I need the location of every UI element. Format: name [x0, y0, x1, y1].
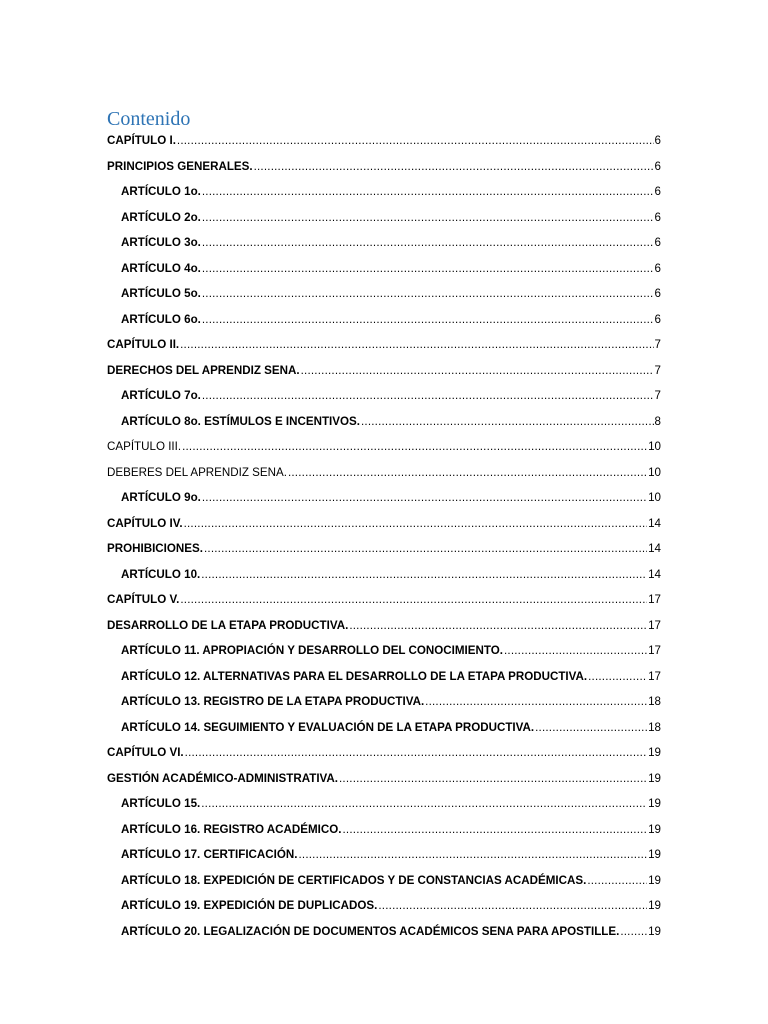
toc-dot-leader — [425, 692, 647, 712]
toc-page-number: 6 — [654, 210, 661, 224]
toc-entry-article[interactable] — [107, 182, 661, 208]
toc-dot-leader — [202, 284, 654, 304]
toc-page-number: 14 — [648, 542, 661, 555]
toc-page-number: 19 — [648, 771, 661, 785]
toc-entry-chapter[interactable] — [107, 539, 661, 565]
toc-entry-title: ARTÍCULO 14. SEGUIMIENTO Y EVALUACIÓN DE LA ETAPA PRODUCTIVA. — [121, 720, 535, 734]
toc-entry-article[interactable] — [107, 386, 661, 412]
toc-page-number: 17 — [648, 644, 661, 657]
toc-entry-title: CAPÍTULO V. — [107, 593, 180, 606]
toc-entry-title: PRINCIPIOS GENERALES. — [107, 159, 253, 173]
toc-entry-article[interactable] — [107, 820, 661, 846]
toc-dot-leader — [180, 590, 647, 610]
toc-entry-article[interactable] — [107, 871, 661, 897]
toc-entry-title: ARTÍCULO 18. EXPEDICIÓN DE CERTIFICADOS Y DE CONSTANCIAS ACADÉMICAS. — [121, 873, 587, 887]
toc-entry-chapter[interactable] — [107, 743, 661, 769]
toc-page-number: 17 — [648, 669, 661, 683]
toc-page-number: 6 — [654, 185, 661, 198]
toc-page-number: 7 — [654, 389, 661, 402]
toc-page-number: 19 — [648, 797, 661, 810]
toc-page-number: 6 — [654, 134, 661, 147]
toc-page-number: 10 — [648, 440, 661, 453]
toc-entry-title: ARTÍCULO 13. REGISTRO DE LA ETAPA PRODUCTIVA. — [121, 695, 425, 708]
toc-entry-article[interactable] — [107, 488, 661, 514]
toc-entry-title: ARTÍCULO 19. EXPEDICIÓN DE DUPLICADOS. — [121, 899, 378, 912]
toc-entry-article[interactable] — [107, 310, 661, 336]
toc-dot-leader — [254, 157, 654, 177]
toc-entry-chapter[interactable] — [107, 616, 661, 642]
toc-entry-article[interactable] — [107, 794, 661, 820]
toc-dot-leader — [202, 386, 654, 406]
toc-entry-title: CAPÍTULO III. — [107, 440, 182, 453]
toc-entry-title: ARTÍCULO 7o. — [121, 389, 201, 402]
toc-entry-title: ARTÍCULO 16. REGISTRO ACADÉMICO. — [121, 822, 342, 836]
toc-dot-leader — [201, 794, 647, 814]
toc-entry-title: ARTÍCULO 5o. — [121, 287, 201, 300]
toc-entry-article[interactable] — [107, 259, 661, 285]
toc-page-number: 6 — [654, 236, 661, 249]
toc-dot-leader — [182, 437, 647, 457]
toc-entry-article[interactable] — [107, 208, 661, 234]
toc-entry-title: ARTÍCULO 12. ALTERNATIVAS PARA EL DESARROLLO DE LA ETAPA PRODUCTIVA. — [121, 669, 588, 683]
toc-dot-leader — [204, 539, 647, 559]
toc-dot-leader — [180, 335, 653, 355]
toc-entry-title: DERECHOS DEL APRENDIZ SENA. — [107, 363, 300, 377]
toc-dot-leader — [343, 820, 648, 840]
toc-entry-title: ARTÍCULO 1o. — [121, 185, 201, 198]
toc-dot-leader — [202, 208, 654, 228]
toc-dot-leader — [184, 514, 648, 534]
toc-page-number: 19 — [648, 873, 661, 887]
toc-page-number: 17 — [648, 618, 661, 632]
toc-entry-title: ARTÍCULO 2o. — [121, 210, 201, 224]
toc-dot-leader — [202, 182, 654, 202]
toc-dot-leader — [588, 667, 647, 687]
toc-entry-title: PROHIBICIONES. — [107, 542, 203, 555]
toc-page-number: 19 — [648, 899, 661, 912]
toc-entry-title: CAPÍTULO I. — [107, 134, 176, 147]
toc-entry-article[interactable] — [107, 922, 661, 948]
toc-entry-title: ARTÍCULO 11. APROPIACIÓN Y DESARROLLO DEL CONOCIMIENTO. — [121, 644, 503, 657]
toc-dot-leader — [201, 565, 647, 585]
toc-entry-article[interactable] — [107, 565, 661, 591]
toc-entry-chapter[interactable] — [107, 590, 661, 616]
toc-entry-article[interactable] — [107, 641, 661, 667]
toc-entry-chapter[interactable] — [107, 463, 661, 489]
toc-entry-title: ARTÍCULO 3o. — [121, 236, 201, 249]
toc-dot-leader — [535, 718, 647, 738]
toc-entry-title: ARTÍCULO 17. CERTIFICACIÓN. — [121, 848, 298, 861]
toc-dot-leader — [378, 896, 647, 916]
toc-entry-chapter[interactable] — [107, 437, 661, 463]
toc-page-number: 6 — [654, 312, 661, 326]
toc-dot-leader — [177, 131, 654, 151]
toc-page-number: 8 — [654, 414, 661, 428]
toc-entry-chapter[interactable] — [107, 131, 661, 157]
toc-entry-article[interactable] — [107, 667, 661, 693]
toc-page-number: 19 — [648, 822, 661, 836]
toc-page-number: 19 — [648, 924, 661, 938]
toc-entry-title: GESTIÓN ACADÉMICO-ADMINISTRATIVA. — [107, 771, 339, 785]
toc-page-number: 19 — [648, 746, 661, 759]
toc-dot-leader — [202, 233, 654, 253]
toc-entry-title: CAPÍTULO IV. — [107, 516, 183, 530]
toc-entry-chapter[interactable] — [107, 335, 661, 361]
toc-page-number: 14 — [648, 516, 661, 530]
toc-dot-leader — [361, 412, 654, 432]
toc-entry-article[interactable] — [107, 845, 661, 871]
toc-page-number: 7 — [654, 363, 661, 377]
toc-entry-chapter[interactable] — [107, 769, 661, 795]
toc-entry-chapter[interactable] — [107, 157, 661, 183]
toc-page-number: 10 — [648, 491, 661, 504]
toc-page-number: 6 — [654, 159, 661, 173]
toc-entry-title: DESARROLLO DE LA ETAPA PRODUCTIVA. — [107, 618, 349, 632]
toc-page-number: 19 — [648, 848, 661, 861]
toc-entry-article[interactable] — [107, 233, 661, 259]
toc-page-number: 6 — [654, 287, 661, 300]
toc-dot-leader — [301, 361, 654, 381]
toc-entry-title: ARTÍCULO 15. — [121, 797, 201, 810]
toc-page-number: 7 — [654, 338, 661, 351]
toc-dot-leader — [587, 871, 647, 891]
toc-dot-leader — [202, 310, 654, 330]
toc-entry-title: ARTÍCULO 10. — [121, 567, 201, 581]
toc-entry-article[interactable] — [107, 284, 661, 310]
toc-dot-leader — [620, 922, 647, 942]
toc-page-number: 14 — [648, 567, 661, 581]
toc-page-number: 18 — [648, 695, 661, 708]
toc-entry-title: ARTÍCULO 4o. — [121, 261, 201, 275]
toc-entry-title: CAPÍTULO II. — [107, 338, 180, 351]
toc-page-number: 18 — [648, 720, 661, 734]
toc-dot-leader — [288, 463, 647, 483]
toc-dot-leader — [202, 488, 647, 508]
toc-dot-leader — [202, 259, 654, 279]
toc-entry-title: DEBERES DEL APRENDIZ SENA. — [107, 465, 287, 479]
toc-entry-title: ARTÍCULO 8o. ESTÍMULOS E INCENTIVOS. — [121, 414, 360, 428]
toc-heading: Contenido — [107, 108, 191, 130]
toc-page-number: 6 — [654, 261, 661, 275]
toc-dot-leader — [349, 616, 647, 636]
toc-dot-leader — [185, 743, 647, 763]
toc-entry-title: CAPÍTULO VI. — [107, 746, 184, 759]
toc-entry-title: ARTÍCULO 20. LEGALIZACIÓN DE DOCUMENTOS ACADÉMICOS SENA PARA APOSTILLE. — [121, 924, 620, 938]
toc-entry-article[interactable] — [107, 718, 661, 744]
toc-entry-chapter[interactable] — [107, 361, 661, 387]
toc-dot-leader — [299, 845, 648, 865]
toc-entry-article[interactable] — [107, 692, 661, 718]
table-of-contents — [107, 131, 661, 947]
toc-entry-title: ARTÍCULO 9o. — [121, 491, 201, 504]
toc-entry-article[interactable] — [107, 896, 661, 922]
toc-dot-leader — [339, 769, 647, 789]
toc-page-number: 17 — [648, 593, 661, 606]
toc-page-number: 10 — [648, 465, 661, 479]
toc-entry-chapter[interactable] — [107, 514, 661, 540]
toc-dot-leader — [504, 641, 647, 661]
toc-entry-article[interactable] — [107, 412, 661, 438]
toc-entry-title: ARTÍCULO 6o. — [121, 312, 201, 326]
